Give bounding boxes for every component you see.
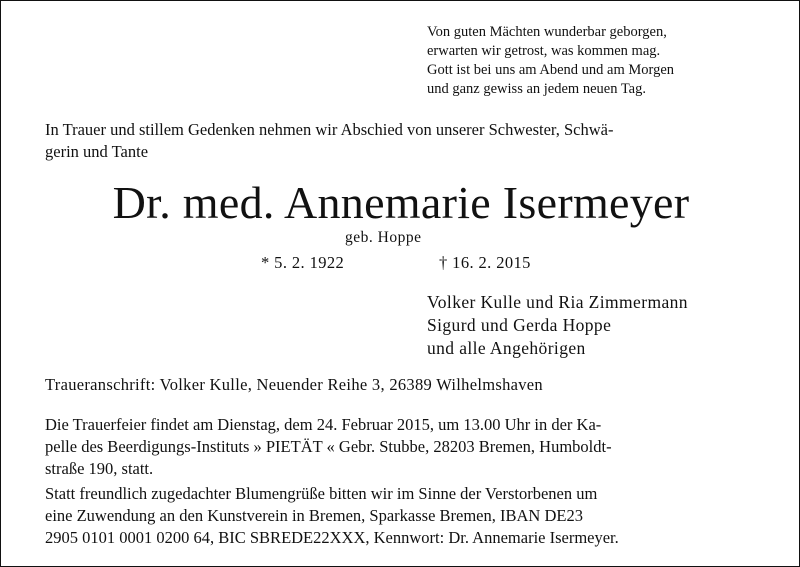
- donation-line: 2905 0101 0001 0200 64, BIC SBREDE22XXX, Kennwort: Dr. Annemarie Isermeyer.: [45, 528, 619, 547]
- service-line: straße 190, statt.: [45, 459, 154, 478]
- mourner-line: Volker Kulle und Ria Zimmermann: [427, 292, 688, 312]
- intro-text: [45, 119, 757, 163]
- death-date: † 16. 2. 2015: [439, 253, 531, 272]
- donation-paragraph: [45, 483, 757, 549]
- mourner-line: und alle Angehörigen: [427, 338, 586, 358]
- poem-line: Gott ist bei uns am Abend und am Morgen: [427, 62, 675, 78]
- service-line: Die Trauerfeier findet am Dienstag, dem 24. Februar 2015, um 13.00 Uhr in der Ka-: [45, 415, 602, 434]
- service-line: pelle des Beerdigungs-Instituts » PIETÄT « Gebr. Stubbe, 28203 Bremen, Humboldt-: [45, 437, 612, 456]
- poem-line: Von guten Mächten wunderbar geborgen,: [427, 24, 667, 40]
- donation-line: eine Zuwendung an den Kunstverein in Bremen, Sparkasse Bremen, IBAN DE23: [45, 506, 583, 525]
- mourners-list: [427, 291, 688, 360]
- birth-date: * 5. 2. 1922: [261, 253, 345, 272]
- intro-line: In Trauer und stillem Gedenken nehmen wir Abschied von unserer Schwester, Schwä-: [45, 120, 614, 139]
- funeral-service-paragraph: [45, 414, 757, 480]
- mourning-address: Traueranschrift: Volker Kulle, Neuender Reihe 3, 26389 Wilhelmshaven: [45, 375, 543, 394]
- poem-line: erwarten wir getrost, was kommen mag.: [427, 43, 661, 59]
- intro-line: gerin und Tante: [45, 142, 149, 161]
- birth-name: geb. Hoppe: [345, 229, 422, 246]
- mourner-line: Sigurd und Gerda Hoppe: [427, 315, 612, 335]
- deceased-name: Dr. med. Annemarie Isermeyer: [112, 177, 690, 228]
- donation-line: Statt freundlich zugedachter Blumengrüße bitten wir im Sinne der Verstorbenen um: [45, 484, 598, 503]
- poem-line: und ganz gewiss an jedem neuen Tag.: [427, 81, 646, 97]
- poem-verse: [427, 23, 674, 99]
